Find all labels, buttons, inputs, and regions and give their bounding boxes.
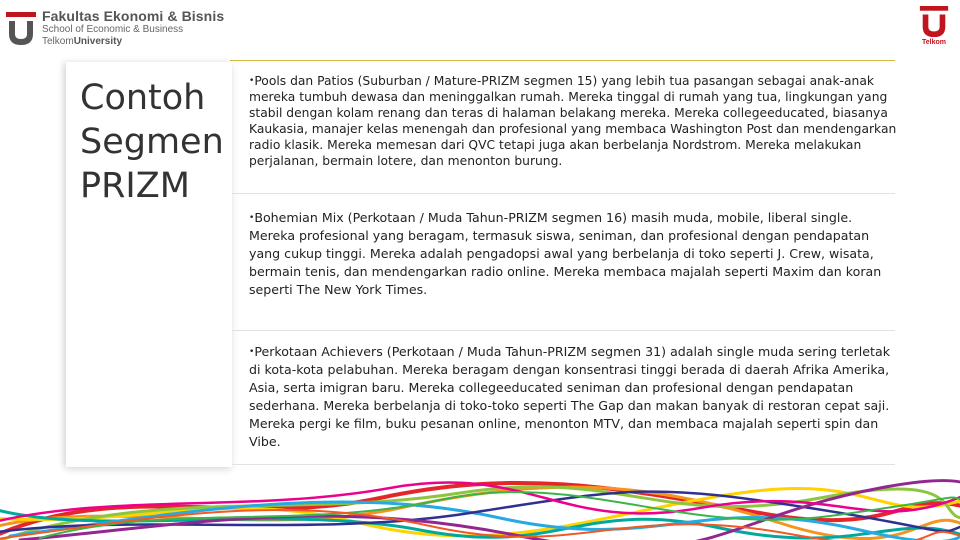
item-divider	[232, 464, 895, 465]
faculty-logo	[6, 8, 246, 50]
faculty-name: Fakultas Ekonomi & Bisnis	[42, 8, 225, 24]
telkom-logo-right	[918, 6, 950, 54]
segment-text: Perkotaan Achievers (Perkotaan / Muda Tahun-PRIZM segmen 31) adalah single muda sering terletak di kota-kota pelabuhan. Mereka beragam dengan konsentrasi tinggi berada di daerah Afrika Amerika, Asia, serta imigran baru. Mereka collegeeducated seniman dan profesional dengan pendapatan sederhana. Mereka berbelanja di toko-toko seperti The Gap dan makan banyak di restoran cepat saji. Mereka pergi ke film, buku pesanan online, menonton MTV, dan membaca majalah seperti spin dan Vibe.	[249, 344, 890, 449]
university-name: TelkomUniversity	[42, 36, 123, 47]
rainbow-swirl-decoration	[0, 468, 960, 540]
telkom-logo-word: Telkom	[922, 39, 946, 46]
segment-item	[249, 73, 899, 169]
bullet-icon: •	[249, 76, 255, 86]
segment-text: Bohemian Mix (Perkotaan / Muda Tahun-PRIZM segmen 16) masih muda, mobile, liberal single. Mereka profesional yang beragam, termasuk siswa, seniman, dan profesional dengan pendapatan yang cukup tinggi. Mereka adalah pengadopsi awal yang berbelanja di toko seperti J. Crew, wisata, bermain tenis, dan mendengarkan radio online. Mereka membaca majalah seperti Maxim dan koran seperti The New York Times.	[249, 210, 882, 297]
slide-title: Contoh Segmen PRIZM	[80, 78, 224, 206]
segment-text: Pools dan Patios (Suburban / Mature-PRIZM segmen 15) yang lebih tua pasangan sebagai anak-anak mereka tumbuh dewasa dan meninggalkan rumah. Mereka tinggal di rumah yang tua, lingkungan yang stabil dengan kolam renang dan teras di halaman belakang mereka. Mereka collegeeducated, biasanya Kaukasia, manajer kelas menengah dan profesional yang membaca Washington Post dan mendengarkan radio klasik. Mereka memesan dari QVC tetapi juga akan berbelanja Nordstrom. Mereka melakukan perjalanan, bermain lotere, dan menonton burung.	[249, 74, 897, 168]
school-name: School of Economic & Business	[42, 24, 184, 35]
item-divider	[232, 193, 895, 194]
bullet-icon: •	[249, 347, 255, 357]
segment-item	[249, 343, 899, 451]
segment-item	[249, 209, 899, 299]
telkom-u-logo-icon	[918, 6, 950, 38]
header-divider	[230, 60, 895, 61]
item-divider	[232, 330, 895, 331]
bullet-icon: •	[249, 213, 255, 223]
telkom-u-logo-icon	[6, 12, 36, 46]
